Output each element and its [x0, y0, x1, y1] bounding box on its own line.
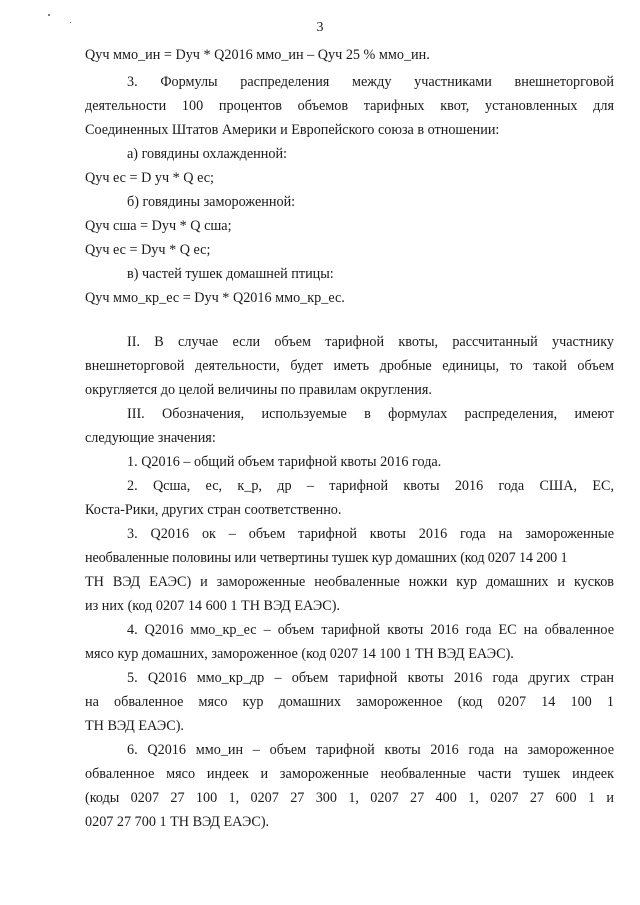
subitem-heading: б) говядины замороженной:: [127, 194, 296, 210]
formula-line: Qуч ммо_ин = Dуч * Q2016 ммо_ин – Qуч 25 % ммо_ин.: [85, 47, 430, 63]
formula-line: Qуч ес = D уч * Q ес;: [85, 170, 214, 186]
scan-speck: [48, 14, 50, 16]
definition-item: ТН ВЭД ЕАЭС).: [85, 718, 184, 734]
definition-item: 6. Q2016 ммо_ин – объем тарифной квоты 2016 года на замороженное: [127, 742, 614, 758]
definition-item: на обваленное мясо кур домашних замороженное (код 0207 14 100 1: [85, 694, 614, 710]
definition-item: 3. Q2016 ок – объем тарифной квоты 2016 года на замороженные: [127, 526, 614, 542]
paragraph-line: внешнеторговой деятельности, будет иметь дробные единицы, то такой объем: [85, 358, 614, 374]
definition-item: (коды 0207 27 100 1, 0207 27 300 1, 0207 27 400 1, 0207 27 600 1 и: [85, 790, 614, 806]
page-number: 3: [316, 20, 324, 35]
paragraph-line: следующие значения:: [85, 430, 216, 446]
definition-item: мясо кур домашних, замороженное (код 0207 14 100 1 ТН ВЭД ЕАЭС).: [85, 646, 514, 662]
definition-item: необваленные половины или четвертины тушек кур домашних (код 0207 14 200 1: [85, 550, 568, 566]
definition-item: из них (код 0207 14 600 1 ТН ВЭД ЕАЭС).: [85, 598, 341, 614]
paragraph-line: 3. Формулы распределения между участниками внешнеторговой: [127, 74, 614, 90]
definition-item: 1. Q2016 – общий объем тарифной квоты 2016 года.: [127, 454, 442, 470]
definition-item: 0207 27 700 1 ТН ВЭД ЕАЭС).: [85, 814, 270, 830]
paragraph-line: деятельности 100 процентов объемов тарифных квот, установленных для: [85, 98, 614, 114]
paragraph-line: II. В случае если объем тарифной квоты, рассчитанный участнику: [127, 334, 614, 350]
definition-item: 4. Q2016 ммо_кр_ес – объем тарифной квоты 2016 года ЕС на обваленное: [127, 622, 614, 638]
definition-item: 2. Qсша, ес, к_р, др – тарифной квоты 2016 года США, ЕС,: [127, 478, 614, 494]
subitem-heading: а) говядины охлажденной:: [127, 146, 287, 162]
definition-item: Коста-Рики, других стран соответственно.: [85, 502, 342, 518]
formula-line: Qуч сша = Dуч * Q сша;: [85, 218, 232, 234]
definition-item: 5. Q2016 ммо_кр_др – объем тарифной квоты 2016 года других стран: [127, 670, 614, 686]
formula-line: Qуч ес = Dуч * Q ес;: [85, 242, 211, 258]
paragraph-line: Соединенных Штатов Америки и Европейского союза в отношении:: [85, 122, 500, 138]
definition-item: ТН ВЭД ЕАЭС) и замороженные необваленные ножки кур домашних и кусков: [85, 574, 614, 590]
paragraph-line: округляется до целой величины по правилам округления.: [85, 382, 432, 398]
definition-item: обваленное мясо индеек и замороженные необваленные части тушек индеек: [85, 766, 614, 782]
subitem-heading: в) частей тушек домашней птицы:: [127, 266, 334, 282]
section-heading: III. Обозначения, используемые в формулах распределения, имеют: [127, 406, 614, 422]
formula-line: Qуч ммо_кр_ес = Dуч * Q2016 ммо_кр_ес.: [85, 290, 345, 306]
